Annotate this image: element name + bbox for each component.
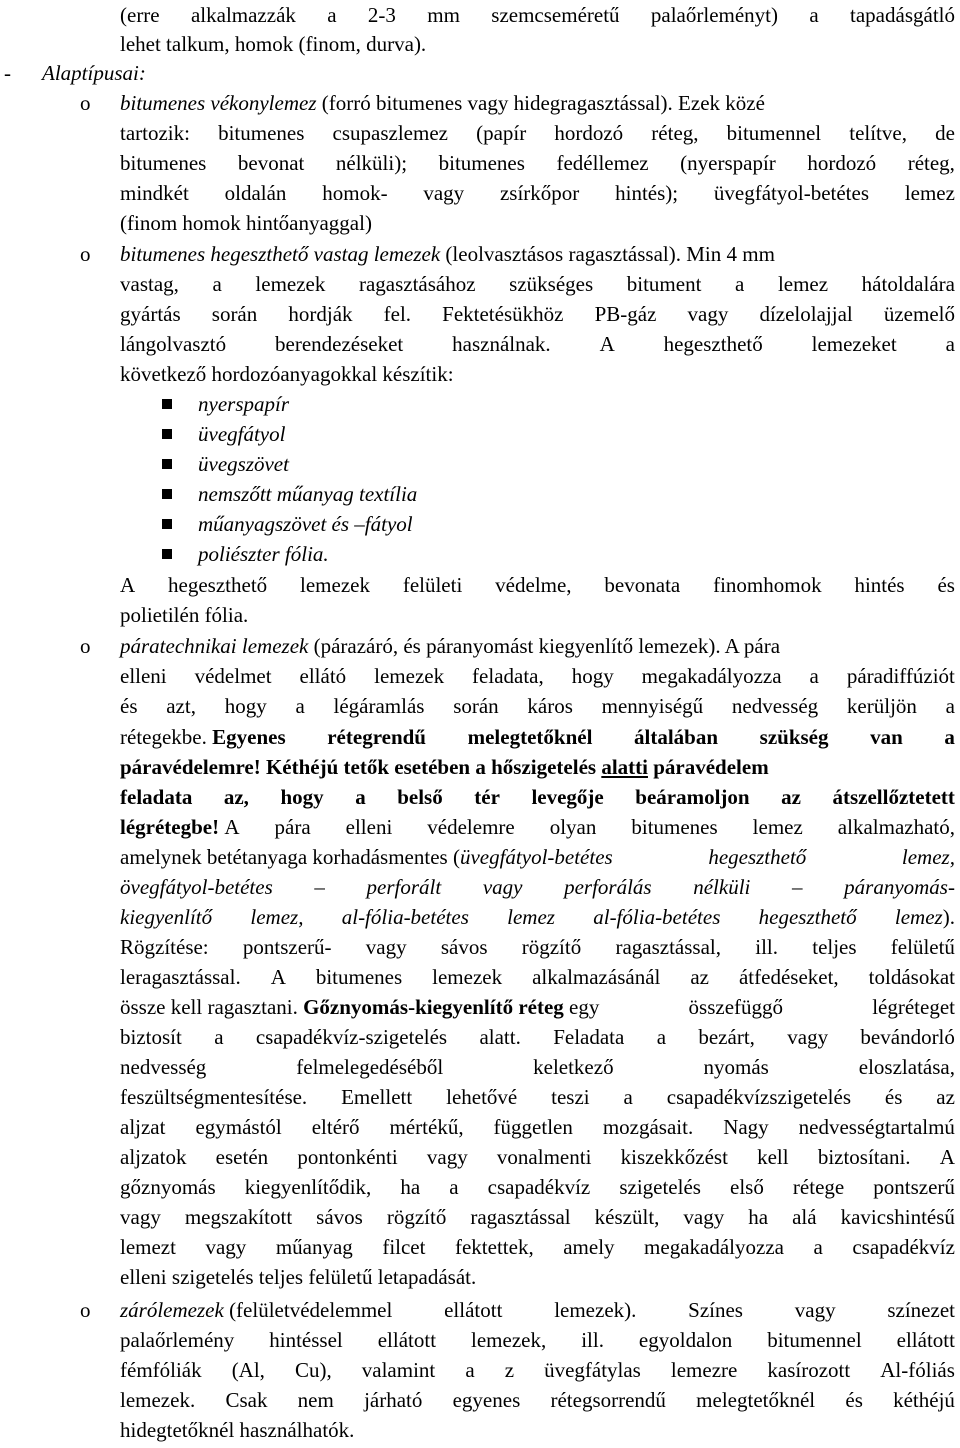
intro-line-2: lehet talkum, homok (finom, durva). (120, 32, 427, 56)
item3-line-2: elleni védelmet ellátó lemezek feladata, hogy megakadályozza a páradiffúziót (120, 664, 955, 688)
carrier-item: poliészter fólia. (198, 542, 329, 566)
item4-line-2: palaőrlemény hintéssel ellátott lemezek, ill. egyoldalon bitumennel ellátott (120, 1328, 955, 1352)
item3-line-17: aljzat egymástól eltérő mértékű, független mozgásait. Nagy nedvességtartalmú (120, 1115, 955, 1139)
item2-line-1: bitumenes hegeszthető vastag lemezek (leolvasztásos ragasztással). Min 4 mm (120, 242, 775, 266)
item3-line-13: össze kell ragasztani. Gőznyomás-kiegyenlítő réteg egy összefüggő légréteget (120, 992, 955, 1022)
item3-line-11: Rögzítése: pontszerű- vagy sávos rögzítő ragasztással, ill. teljes felületű (120, 935, 955, 959)
item3-line-3: és azt, hogy a légáramlás során káros mennyiségű nedvesség kerüljön a (120, 694, 955, 718)
carrier-item: nemszőtt műanyag textília (198, 482, 418, 506)
item3-line-10: kiegyenlítő lemez, al-fólia-betétes lemez al-fólia-betétes hegeszthető lemez ). (120, 905, 955, 929)
item2-term: bitumenes hegeszthető vastag lemezek (120, 242, 441, 266)
item3-line-22: elleni szigetelés teljes felületű letapadását. (120, 1265, 477, 1289)
square-bullet-icon (162, 489, 172, 499)
square-bullet-icon (162, 399, 172, 409)
item2-after-line-2: polietilén fólia. (120, 603, 249, 627)
list-marker-4: o (80, 1298, 91, 1322)
item3-line-1: páratechnikai lemezek (párazáró, és páranyomást kiegyenlítő lemezek). A pára (120, 634, 781, 658)
item2-after-line-1: A hegeszthető lemezek felületi védelme, bevonata finomhomok hintés és (120, 573, 955, 597)
item3-line-18: aljzatok esetén pontonkénti vagy vonalmenti kiszekkőzést kell biztosítani. A (120, 1145, 955, 1169)
intro-line-1: (erre alkalmazzák a 2-3 mm szemcseméretű palaőrleményt) a tapadásgátló (120, 3, 955, 27)
list-marker-2: o (80, 242, 91, 266)
carrier-item: műanyagszövet és –fátyol (198, 512, 413, 536)
carrier-item: nyerspapír (198, 392, 289, 416)
square-bullet-icon (162, 519, 172, 529)
item1-line-1: bitumenes vékonylemez (forró bitumenes vagy hidegragasztással). Ezek közé (120, 91, 765, 115)
item2-line-2: vastag, a lemezek ragasztásához szükséges bitument a lemez hátoldalára (120, 272, 955, 296)
item2-line-4: lángolvasztó berendezéseket használnak. A hegeszthető lemezeket a (120, 332, 955, 356)
item3-line-15: nedvesség felmelegedéséből keletkező nyomás eloszlatása, (120, 1055, 955, 1079)
item3-line-16: feszültségmentesítése. Emellett lehetővé teszi a csapadékvízszigetelés és az (120, 1085, 955, 1109)
square-bullet-icon (162, 549, 172, 559)
item3-line-7: légrétegbe! A pára elleni védelemre olyan bitumenes lemez alkalmazható, (120, 815, 955, 839)
carrier-item: üvegfátyol (198, 422, 286, 446)
item4-term: zárólemezek (120, 1298, 224, 1322)
item1-line-2: tartozik: bitumenes csupaszlemez (papír hordozó réteg, bitumennel telítve, de (120, 121, 955, 145)
item4-line-3: fémfóliák (Al, Cu), valamint a z üvegfátylas lemezre kasírozott Al-fóliás (120, 1358, 955, 1382)
item3-line-19: gőznyomás kiegyenlítődik, ha a csapadékvíz szigetelés első rétege pontszerű (120, 1175, 955, 1199)
item3-line-5: páravédelemre! Kéthéjú tetők esetében a hőszigetelés alatti páravédelem (120, 752, 955, 782)
item1-line-5: (finom homok hintőanyaggal) (120, 211, 372, 235)
carrier-item: üvegszövet (198, 452, 289, 476)
item1-line-3: bitumenes bevonat nélküli); bitumenes fedéllemez (nyerspapír hordozó réteg, (120, 151, 955, 175)
item3-line-9: övegfátyol-betétes – perforált vagy perforálás nélküli – páranyomás- (120, 875, 955, 899)
bold-term: Gőznyomás-kiegyenlítő réteg (303, 995, 564, 1019)
item3-line-4: rétegekbe. Egyenes rétegrendű melegtetőknél általában szükség van a (120, 722, 955, 752)
item2-line-3: gyártás során hordják fel. Fektetésükhöz PB-gáz vagy dízelolajjal üzemelő (120, 302, 955, 326)
list-marker-1: o (80, 91, 91, 115)
item4-line-4: lemezek. Csak nem járható egyenes rétegsorrendű melegtetőknél és kéthéjú (120, 1388, 955, 1412)
item3-line-20: vagy megszakított sávos rögzítő ragasztással készült, vagy ha alá kavicshintésű (120, 1205, 955, 1229)
item1-term: bitumenes vékonylemez (120, 91, 317, 115)
item2-line-5: következő hordozóanyagokkal készítik: (120, 362, 454, 386)
item1-line-4: mindkét oldalán homok- vagy zsírkőpor hintés); üvegfátyol-betétes lemez (120, 181, 955, 205)
types-heading: Alaptípusai: (42, 61, 146, 85)
list-marker-3: o (80, 634, 91, 658)
square-bullet-icon (162, 429, 172, 439)
bold-statement: Egyenes rétegrendű melegtetőknél általában szükség van a (212, 725, 955, 749)
item3-term: páratechnikai lemezek (120, 634, 309, 658)
item3-line-8: amelynek betétanyaga korhadásmentes ( üvegfátyol-betétes hegeszthető lemez, (120, 845, 955, 869)
item4-line-1: zárólemezek (felületvédelemmel ellátott lemezek). Színes vagy színezet (120, 1295, 955, 1325)
item4-line-5: hidegtetőknél használhatók. (120, 1418, 355, 1442)
item3-line-6: feladata az, hogy a belső tér levegője beáramoljon az átszellőztetett (120, 785, 955, 809)
item3-line-12: leragasztással. A bitumenes lemezek alkalmazásánál az átfedéseket, toldásokat (120, 965, 955, 989)
underlined-word: alatti (601, 755, 648, 779)
item3-line-21: lemezt vagy műanyag filcet fektettek, amely megakadályozza a csapadékvíz (120, 1235, 955, 1259)
item3-line-14: biztosít a csapadékvíz-szigetelés alatt. Feladata a bezárt, vagy bevándorló (120, 1025, 955, 1049)
square-bullet-icon (162, 459, 172, 469)
types-dash: - (4, 61, 11, 85)
